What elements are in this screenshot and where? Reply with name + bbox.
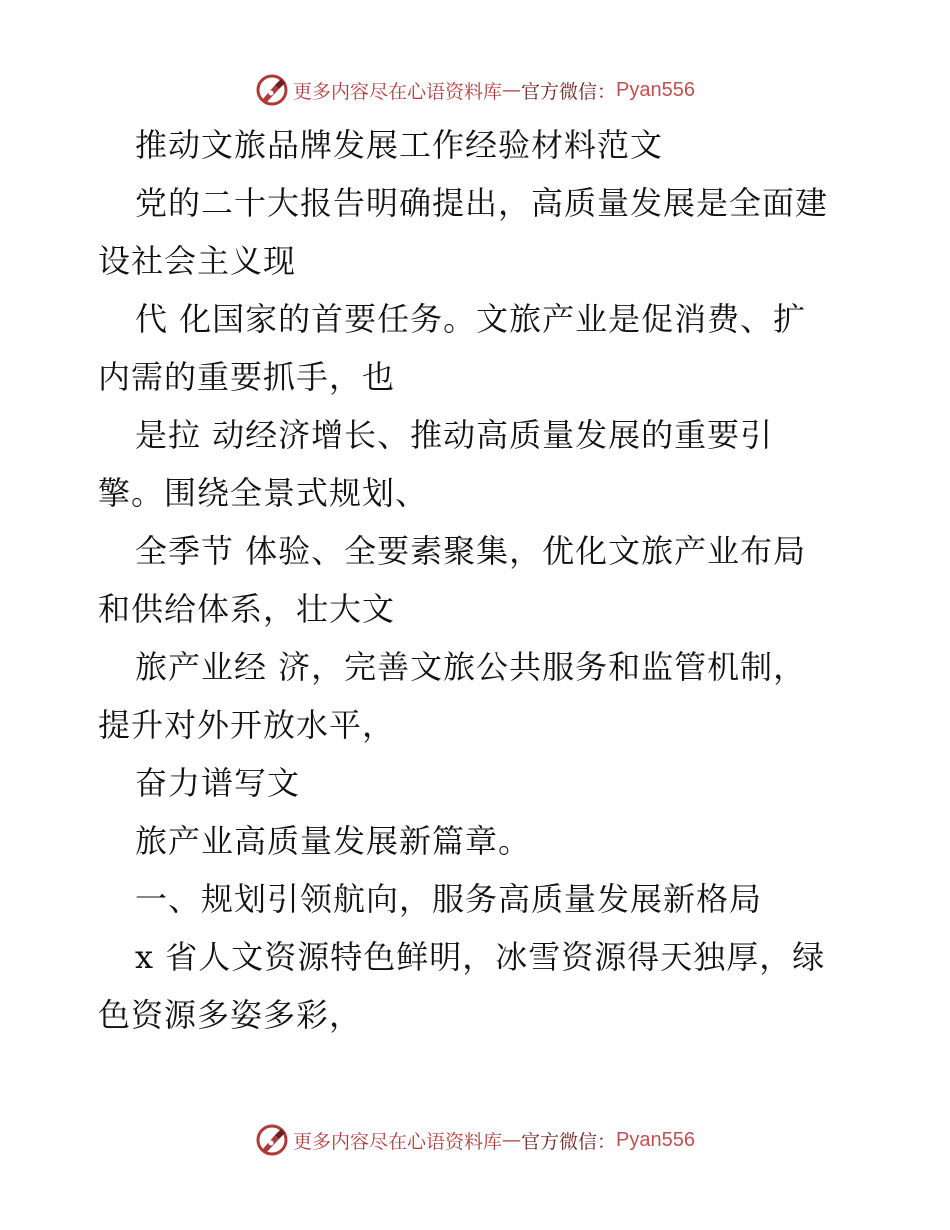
text-line: x 省人文资源特色鲜明，冰雪资源得天独厚，绿 <box>135 938 826 976</box>
watermark-official: 官方微信： <box>521 1130 617 1153</box>
watermark-dash: — <box>502 79 522 101</box>
header-watermark <box>0 70 950 110</box>
pen-logo-icon <box>255 73 289 107</box>
text-line: 内需的重要抓手，也 <box>98 358 396 396</box>
text-line: 擎。围绕全景式规划、 <box>98 474 429 512</box>
text-line: 是拉 动经济增长、推动高质量发展的重要引 <box>135 416 774 454</box>
text-line: 色资源多姿多彩， <box>98 996 363 1034</box>
text-line: 设社会主义现 <box>98 242 297 280</box>
watermark-text: 更多内容尽在心语资料库 <box>293 1130 503 1153</box>
section-heading: 一、规划引领航向，服务高质量发展新格局 <box>135 880 763 918</box>
footer-watermark <box>0 1120 950 1160</box>
pen-logo-icon <box>255 1123 289 1157</box>
watermark-official: 官方微信： <box>521 80 617 103</box>
document-body <box>98 116 858 1044</box>
watermark-dash: — <box>502 1129 522 1151</box>
document-title: 推动文旅品牌发展工作经验材料范文 <box>135 126 664 164</box>
text-line: 提升对外开放水平， <box>98 706 396 744</box>
text-line: 党的二十大报告明确提出，高质量发展是全面建 <box>135 184 829 222</box>
text-line: 代 化国家的首要任务。文旅产业是促消费、扩 <box>135 300 807 338</box>
watermark-text: 更多内容尽在心语资料库 <box>293 80 503 103</box>
text-line: 和供给体系，壮大文 <box>98 590 396 628</box>
watermark-account: Pyan556 <box>616 78 695 101</box>
text-line: 全季节 体验、全要素聚集，优化文旅产业布局 <box>135 532 807 570</box>
text-line: 奋力谱写文 <box>135 764 301 802</box>
watermark-account: Pyan556 <box>616 1128 695 1151</box>
text-line: 旅产业高质量发展新篇章。 <box>135 822 532 860</box>
text-line: 旅产业经 济，完善文旅公共服务和监管机制， <box>135 648 807 686</box>
